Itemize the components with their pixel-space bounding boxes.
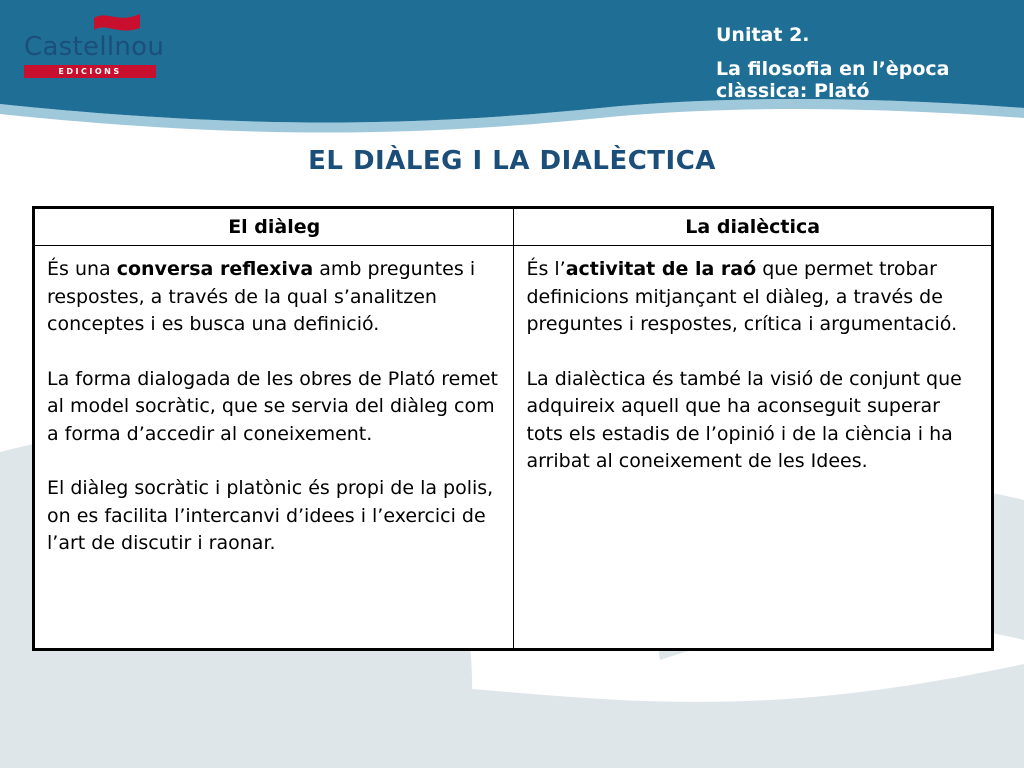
dialeg-paragraph-1 (47, 256, 501, 339)
text-span: amb preguntes i respostes, a través de la qual s’analitzen conceptes i es busca una definició. (47, 258, 476, 335)
table-header-row (34, 208, 993, 246)
text-span: És una (47, 258, 117, 280)
dialectica-paragraph-2: La dialèctica és també la visió de conjunt que adquireix aquell que ha aconseguit superar tots els estadis de l’opinió i de la ciència i ha arribat al coneixement de les Idees. (526, 367, 962, 472)
comparison-table (32, 206, 994, 651)
unit-subtitle: La filosofia en l’època clàssica: Plató (716, 58, 950, 102)
publisher-logo (22, 10, 165, 80)
bottom-wave-base (0, 664, 1024, 768)
logo-brand: Castellnou (24, 32, 165, 62)
text-span: És l’ (526, 258, 566, 280)
cell-dialeg (34, 246, 514, 650)
bold-term: activitat de la raó (565, 258, 757, 280)
dialeg-paragraph-2: La forma dialogada de les obres de Plató remet al model socràtic, que se servia del diàleg com a forma d’accedir al coneixement. (47, 367, 498, 445)
cell-dialectica (514, 246, 993, 650)
unit-info (716, 24, 1016, 102)
page-title: EL DIÀLEG I LA DIALÈCTICA (308, 146, 716, 176)
column-header-dialeg: El diàleg (34, 208, 514, 246)
text-span: que permet trobar definicions mitjançant el diàleg, a través de preguntes i respostes, crítica i argumentació. (526, 258, 958, 335)
unit-label: Unitat 2. (716, 24, 810, 46)
logo-subbrand: EDICIONS (24, 65, 156, 78)
bold-term: conversa reflexiva (116, 258, 314, 280)
dialectica-paragraph-1 (526, 256, 979, 339)
dialeg-paragraph-3: El diàleg socràtic i platònic és propi de la polis, on es facilita l’intercanvi d’idees i l’exercici de l’art de discutir i raonar. (47, 477, 494, 554)
table-row (34, 246, 993, 650)
column-header-dialectica: La dialèctica (514, 208, 993, 246)
